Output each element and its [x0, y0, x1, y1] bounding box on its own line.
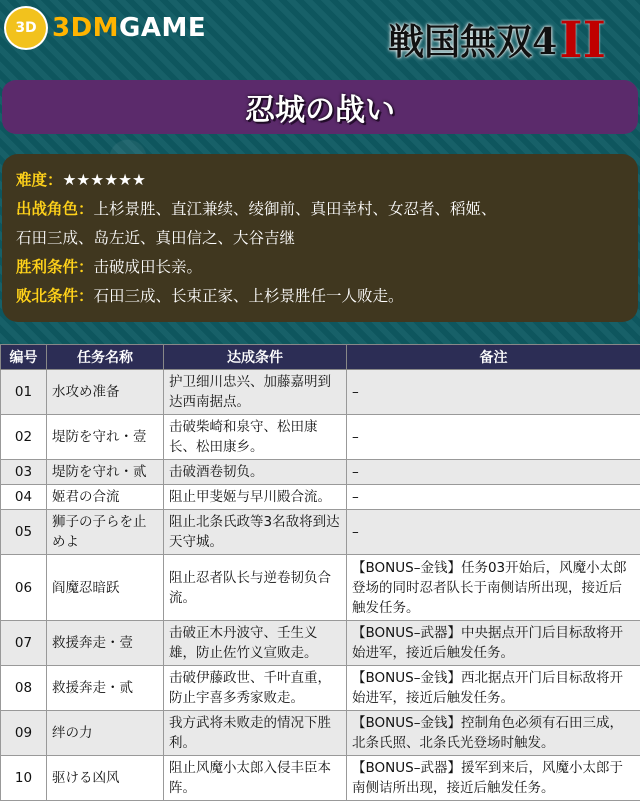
characters-row-2 — [16, 224, 624, 253]
mission-note: – — [347, 510, 640, 555]
characters-value: 上杉景胜、直江兼续、绫御前、真田幸村、女忍者、稻姬、 — [94, 200, 497, 218]
mission-condition: 阻止忍者队长与逆卷韧负合流。 — [164, 555, 347, 621]
mission-condition: 击破柴崎和泉守、松田康长、松田康乡。 — [164, 415, 347, 460]
battle-title-bar — [2, 80, 638, 134]
header-condition: 达成条件 — [164, 345, 347, 370]
battle-info-box — [2, 154, 638, 322]
mission-condition: 击破伊藤政世、千叶直重，防止宇喜多秀家败走。 — [164, 666, 347, 711]
mission-name: 救援奔走・贰 — [47, 666, 164, 711]
mission-name: 堤防を守れ・壹 — [47, 415, 164, 460]
mission-name: 驱ける凶风 — [47, 756, 164, 801]
table-row — [1, 415, 640, 460]
mission-num: 10 — [1, 756, 47, 801]
mission-condition: 护卫细川忠兴、加藤嘉明到达西南据点。 — [164, 370, 347, 415]
mission-num: 04 — [1, 485, 47, 510]
mission-name: 水攻め准备 — [47, 370, 164, 415]
game-title-roman: II — [559, 10, 606, 69]
mission-note: 【BONUS–金钱】控制角色必须有石田三成，北条氏照、北条氏光登场时触发。 — [347, 711, 640, 756]
mission-note: – — [347, 370, 640, 415]
brand-name — [52, 13, 206, 43]
mission-num: 03 — [1, 460, 47, 485]
mission-note: 【BONUS–武器】中央据点开门后目标敌将开始进军，接近后触发任务。 — [347, 621, 640, 666]
mission-note: – — [347, 460, 640, 485]
mission-note: – — [347, 485, 640, 510]
brand-prefix: 3DM — [52, 13, 119, 43]
mission-note: – — [347, 415, 640, 460]
difficulty-stars: ★★★★★★ — [63, 171, 146, 189]
mission-name: 救援奔走・壹 — [47, 621, 164, 666]
mission-name: 绊の力 — [47, 711, 164, 756]
mission-num: 05 — [1, 510, 47, 555]
table-row — [1, 485, 640, 510]
mission-num: 06 — [1, 555, 47, 621]
header-name: 任务名称 — [47, 345, 164, 370]
mission-name: 堤防を守れ・贰 — [47, 460, 164, 485]
table-row — [1, 510, 640, 555]
brand-suffix: GAME — [119, 13, 206, 43]
characters-row — [16, 195, 624, 224]
mission-condition: 我方武将未败走的情况下胜利。 — [164, 711, 347, 756]
table-row — [1, 711, 640, 756]
mission-condition: 阻止北条氏政等3名敌将到达天守城。 — [164, 510, 347, 555]
mission-num: 02 — [1, 415, 47, 460]
table-header-row — [1, 345, 640, 370]
header-note: 备注 — [347, 345, 640, 370]
mission-name: 阎魔忍暗跃 — [47, 555, 164, 621]
header-num: 编号 — [1, 345, 47, 370]
mission-condition: 阻止甲斐姬与早川殿合流。 — [164, 485, 347, 510]
characters-label: 出战角色： — [16, 200, 94, 218]
win-condition-label: 胜利条件： — [16, 258, 94, 276]
mission-num: 07 — [1, 621, 47, 666]
mission-name: 姬君の合流 — [47, 485, 164, 510]
mission-note: 【BONUS–武器】援军到来后，风魔小太郎于南侧诘所出现，接近后触发任务。 — [347, 756, 640, 801]
table-row — [1, 756, 640, 801]
mission-condition: 击破正木丹波守、壬生义雄，防止佐竹义宣败走。 — [164, 621, 347, 666]
mission-condition: 阻止风魔小太郎入侵丰臣本阵。 — [164, 756, 347, 801]
mission-note: 【BONUS–金钱】任务03开始后，风魔小太郎登场的同时忍者队长于南侧诘所出现，接近后触发任务。 — [347, 555, 640, 621]
table-row — [1, 460, 640, 485]
3dm-logo-icon: 3D — [6, 8, 46, 48]
lose-condition-value: 石田三成、长束正家、上杉景胜任一人败走。 — [94, 287, 404, 305]
difficulty-row — [16, 166, 624, 195]
table-row — [1, 666, 640, 711]
mission-num: 01 — [1, 370, 47, 415]
lose-condition-label: 败北条件： — [16, 287, 94, 305]
table-row — [1, 621, 640, 666]
win-condition-value: 击破成田长亲。 — [94, 258, 203, 276]
difficulty-label: 难度： — [16, 171, 63, 189]
mission-note: 【BONUS–金钱】西北据点开门后目标敌将开始进军，接近后触发任务。 — [347, 666, 640, 711]
header — [0, 0, 640, 82]
table-row — [1, 555, 640, 621]
mission-table — [0, 344, 640, 801]
lose-condition-row — [16, 282, 624, 311]
battle-title: 忍城の战い — [245, 85, 395, 129]
mission-num: 09 — [1, 711, 47, 756]
game-logo — [388, 6, 606, 72]
mission-name: 狮子の子らを止めよ — [47, 510, 164, 555]
brand[interactable] — [6, 8, 206, 48]
mission-num: 08 — [1, 666, 47, 711]
mission-condition: 击破酒卷韧负。 — [164, 460, 347, 485]
table-row — [1, 370, 640, 415]
win-condition-row — [16, 253, 624, 282]
characters-value-2: 石田三成、岛左近、真田信之、大谷吉继 — [16, 229, 295, 247]
game-title: 戦国無双4 — [388, 14, 557, 65]
